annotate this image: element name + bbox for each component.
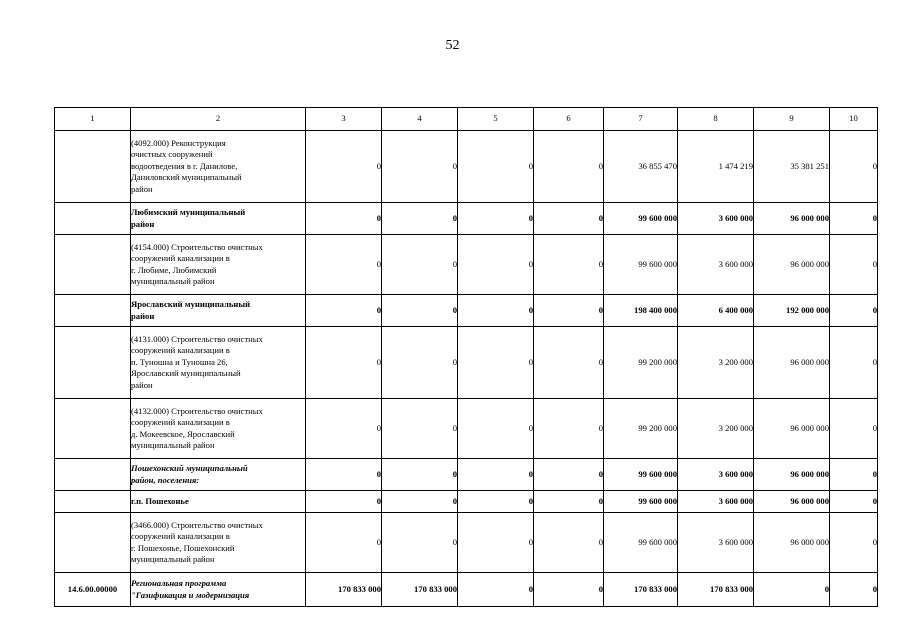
value-cell-col10: 0 (830, 513, 878, 573)
row-code: 14.6.00.00000 (55, 573, 131, 607)
description-line: район (131, 218, 155, 229)
value-cell-col5: 0 (458, 327, 534, 399)
row-description (131, 399, 306, 459)
value-cell-col4: 0 (382, 131, 458, 203)
value-cell-col9: 35 381 251 (754, 131, 830, 203)
value-cell-col7: 99 600 000 (604, 235, 678, 295)
value-cell-col8: 3 200 000 (678, 399, 754, 459)
description-line: г.п. Пошехонье (131, 495, 189, 506)
value-cell-col7: 198 400 000 (604, 295, 678, 327)
value-cell-col6: 0 (534, 491, 604, 513)
description-line: (3466.000) Строительство очистных (131, 519, 263, 530)
value-cell-col10: 0 (830, 491, 878, 513)
description-line: район (131, 183, 153, 194)
description-line: (4131.000) Строительство очистных (131, 333, 263, 344)
row-description (131, 131, 306, 203)
value-cell-col10: 0 (830, 203, 878, 235)
value-cell-col6: 0 (534, 131, 604, 203)
value-cell-col9: 96 000 000 (754, 203, 830, 235)
value-cell-col8: 170 833 000 (678, 573, 754, 607)
value-cell-col3: 0 (306, 399, 382, 459)
value-cell-col4: 0 (382, 459, 458, 491)
value-cell-col8: 3 600 000 (678, 491, 754, 513)
row-description (131, 203, 306, 235)
value-cell-col6: 0 (534, 459, 604, 491)
value-cell-col7: 99 200 000 (604, 327, 678, 399)
value-cell-col4: 0 (382, 235, 458, 295)
table-row (55, 491, 878, 513)
value-cell-col9: 192 000 000 (754, 295, 830, 327)
value-cell-col4: 0 (382, 513, 458, 573)
description-line: (4092.000) Реконструкция (131, 137, 226, 148)
description-line: Любимский муниципальный (131, 207, 246, 218)
value-cell-col5: 0 (458, 295, 534, 327)
column-header: 8 (678, 108, 754, 131)
value-cell-col9: 96 000 000 (754, 327, 830, 399)
column-header: 10 (830, 108, 878, 131)
value-cell-col9: 96 000 000 (754, 235, 830, 295)
value-cell-col4: 170 833 000 (382, 573, 458, 607)
value-cell-col5: 0 (458, 399, 534, 459)
row-description (131, 327, 306, 399)
description-line: муниципальный район (131, 553, 215, 564)
value-cell-col9: 96 000 000 (754, 491, 830, 513)
description-line: сооружений канализации в (131, 345, 230, 356)
value-cell-col8: 3 200 000 (678, 327, 754, 399)
column-header: 2 (131, 108, 306, 131)
row-code (55, 203, 131, 235)
table-header-row (55, 108, 878, 131)
value-cell-col7: 99 600 000 (604, 459, 678, 491)
table-row (55, 513, 878, 573)
value-cell-col8: 6 400 000 (678, 295, 754, 327)
value-cell-col3: 170 833 000 (306, 573, 382, 607)
value-cell-col8: 3 600 000 (678, 459, 754, 491)
description-line: (4154.000) Строительство очистных (131, 241, 263, 252)
description-line: муниципальный район (131, 275, 215, 286)
description-line: Ярославский муниципальный (131, 299, 251, 310)
value-cell-col6: 0 (534, 399, 604, 459)
value-cell-col7: 36 855 470 (604, 131, 678, 203)
value-cell-col3: 0 (306, 203, 382, 235)
row-code (55, 131, 131, 203)
value-cell-col5: 0 (458, 491, 534, 513)
value-cell-col10: 0 (830, 327, 878, 399)
value-cell-col3: 0 (306, 459, 382, 491)
value-cell-col8: 3 600 000 (678, 235, 754, 295)
column-header: 3 (306, 108, 382, 131)
table-row (55, 573, 878, 607)
table-row (55, 203, 878, 235)
description-line: водоотведения в г. Данилове, (131, 160, 238, 171)
row-code (55, 491, 131, 513)
table-row (55, 327, 878, 399)
row-description (131, 459, 306, 491)
value-cell-col3: 0 (306, 491, 382, 513)
column-header: 9 (754, 108, 830, 131)
value-cell-col4: 0 (382, 491, 458, 513)
description-line: район (131, 310, 155, 321)
table-row (55, 459, 878, 491)
value-cell-col3: 0 (306, 327, 382, 399)
value-cell-col5: 0 (458, 235, 534, 295)
value-cell-col3: 0 (306, 235, 382, 295)
value-cell-col7: 99 200 000 (604, 399, 678, 459)
description-line: г. Пошехонье, Пошехонский (131, 542, 235, 553)
page-number: 52 (445, 38, 460, 53)
description-line: сооружений канализации в (131, 253, 230, 264)
value-cell-col7: 99 600 000 (604, 203, 678, 235)
column-header: 7 (604, 108, 678, 131)
description-line: (4132.000) Строительство очистных (131, 405, 263, 416)
value-cell-col9: 96 000 000 (754, 459, 830, 491)
description-line: муниципальный район (131, 439, 215, 450)
value-cell-col6: 0 (534, 203, 604, 235)
table-row (55, 399, 878, 459)
value-cell-col5: 0 (458, 131, 534, 203)
value-cell-col9: 0 (754, 573, 830, 607)
row-description (131, 235, 306, 295)
row-description (131, 491, 306, 513)
value-cell-col10: 0 (830, 235, 878, 295)
column-header: 4 (382, 108, 458, 131)
value-cell-col4: 0 (382, 295, 458, 327)
value-cell-col9: 96 000 000 (754, 513, 830, 573)
column-header: 1 (55, 108, 131, 131)
value-cell-col10: 0 (830, 399, 878, 459)
value-cell-col3: 0 (306, 295, 382, 327)
table-row (55, 295, 878, 327)
row-code (55, 327, 131, 399)
value-cell-col6: 0 (534, 573, 604, 607)
description-line: район, поселения: (131, 474, 200, 485)
value-cell-col10: 0 (830, 295, 878, 327)
budget-table (54, 107, 878, 607)
description-line: Региональная программа (131, 578, 227, 589)
value-cell-col5: 0 (458, 459, 534, 491)
value-cell-col3: 0 (306, 131, 382, 203)
description-line: д. Мокеевское, Ярославский (131, 428, 235, 439)
row-code (55, 235, 131, 295)
description-line: п. Туношна и Туношна 26, (131, 356, 228, 367)
column-header: 5 (458, 108, 534, 131)
table-row (55, 235, 878, 295)
row-description (131, 573, 306, 607)
table-row (55, 131, 878, 203)
value-cell-col10: 0 (830, 459, 878, 491)
value-cell-col3: 0 (306, 513, 382, 573)
value-cell-col10: 0 (830, 131, 878, 203)
description-line: сооружений канализации в (131, 417, 230, 428)
value-cell-col5: 0 (458, 513, 534, 573)
value-cell-col4: 0 (382, 203, 458, 235)
value-cell-col6: 0 (534, 327, 604, 399)
value-cell-col5: 0 (458, 203, 534, 235)
value-cell-col10: 0 (830, 573, 878, 607)
value-cell-col6: 0 (534, 235, 604, 295)
value-cell-col6: 0 (534, 513, 604, 573)
description-line: г. Любиме, Любимский (131, 264, 217, 275)
row-code (55, 513, 131, 573)
row-code (55, 459, 131, 491)
row-description (131, 513, 306, 573)
description-line: Ярославский муниципальный (131, 368, 241, 379)
description-line: Даниловский муниципальный (131, 172, 242, 183)
value-cell-col8: 3 600 000 (678, 203, 754, 235)
description-line: сооружений канализации в (131, 531, 230, 542)
value-cell-col4: 0 (382, 327, 458, 399)
value-cell-col7: 99 600 000 (604, 513, 678, 573)
value-cell-col7: 170 833 000 (604, 573, 678, 607)
value-cell-col5: 0 (458, 573, 534, 607)
description-line: Пошехонский муниципальный (131, 463, 248, 474)
value-cell-col4: 0 (382, 399, 458, 459)
column-header: 6 (534, 108, 604, 131)
description-line: "Газификация и модернизация (131, 589, 250, 600)
value-cell-col8: 3 600 000 (678, 513, 754, 573)
value-cell-col7: 99 600 000 (604, 491, 678, 513)
row-code (55, 399, 131, 459)
value-cell-col8: 1 474 219 (678, 131, 754, 203)
row-description (131, 295, 306, 327)
description-line: очистных сооружений (131, 149, 213, 160)
row-code (55, 295, 131, 327)
description-line: район (131, 379, 153, 390)
value-cell-col9: 96 000 000 (754, 399, 830, 459)
value-cell-col6: 0 (534, 295, 604, 327)
